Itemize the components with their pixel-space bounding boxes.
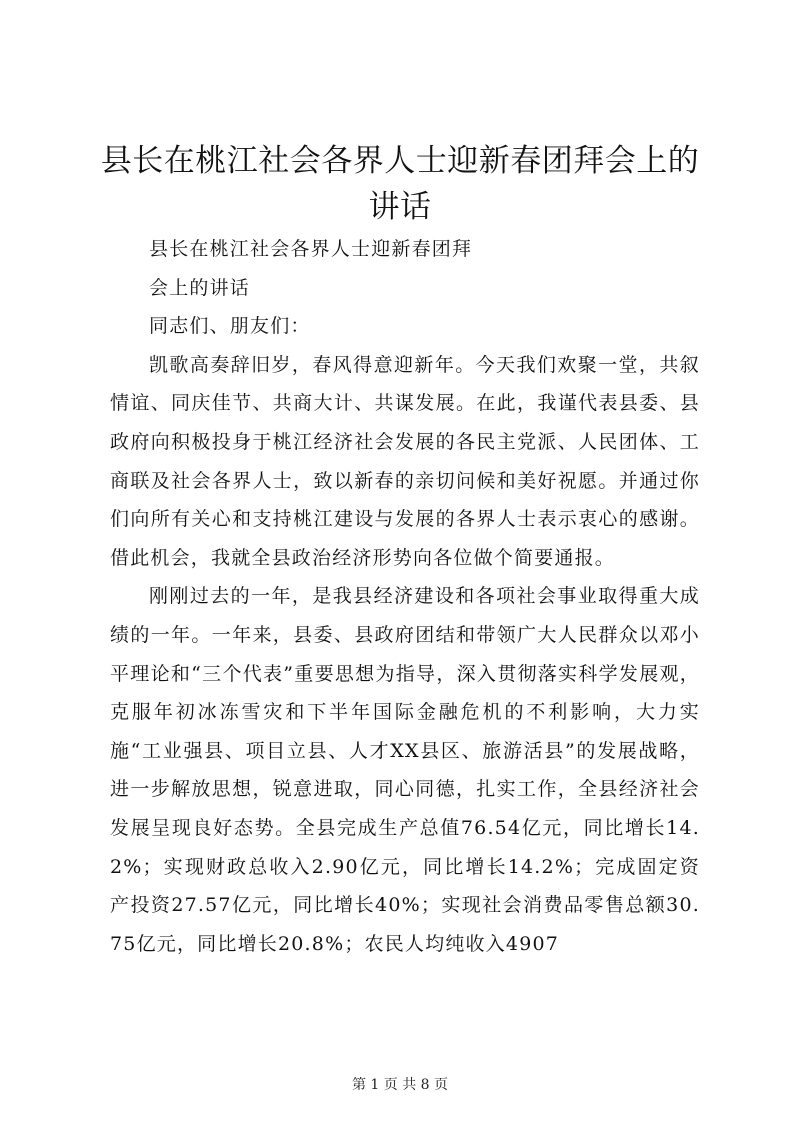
subtitle-line-2: 会上的讲话	[149, 276, 251, 299]
salutation: 同志们、朋友们：	[149, 315, 311, 338]
subtitle-line-1: 县长在桃江社会各界人士迎新春团拜	[149, 238, 473, 260]
document-title: 县长在桃江社会各界人士迎新春团拜会上的讲话	[100, 143, 700, 225]
document-body	[110, 230, 700, 963]
paragraph-opening: 凯歌高奏辞旧岁，春风得意迎新年。今天我们欢聚一堂，共叙情谊、同庆佳节、共商大计、共谋发展。在此，我谨代表县委、县政府向积极投身于桃江经济社会发展的各民主党派、人民团体、工商联及社会各界人士，致以新春的亲切问候和美好祝愿。并通过你们向所有关心和支持桃江建设与发展的各界人士表示衷心的感谢。借此机会，我就全县政治经济形势向各位做个简要通报。	[110, 353, 700, 569]
paragraph-review: 刚刚过去的一年，是我县经济建设和各项社会事业取得重大成绩的一年。一年来，县委、县政府团结和带领广大人民群众以邓小平理论和“三个代表”重要思想为指导，深入贯彻落实科学发展观，克服年初冰冻雪灾和下半年国际金融危机的不利影响，大力实施“工业强县、项目立县、人才XX县区、旅游活县”的发展战略，进一步解放思想，锐意进取，同心同德，扎实工作，全县经济社会发展呈现良好态势。全县完成生产总值76.54亿元，同比增长14.2%；实现财政总收入2.90亿元，同比增长14.2%；完成固定资产投资27.57亿元，同比增长40%；实现社会消费品零售总额30.75亿元，同比增长20.8%；农民人均纯收入4907	[110, 585, 700, 955]
page-number: 第 1 页 共 8 页	[351, 1077, 449, 1093]
